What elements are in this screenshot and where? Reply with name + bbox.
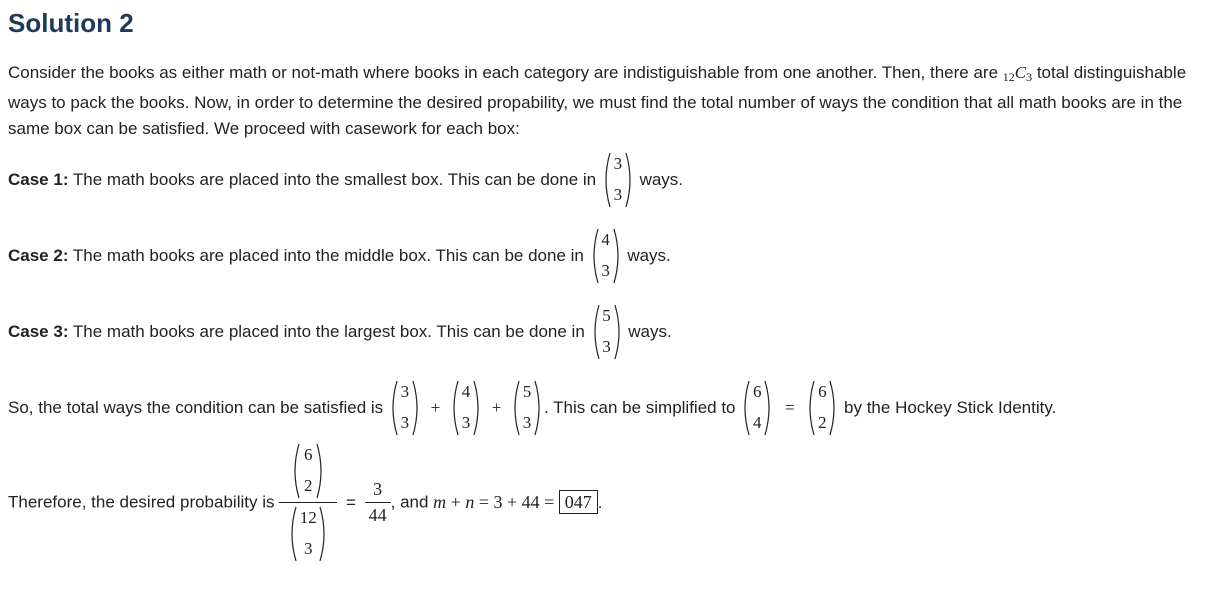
binom-k: 3: [602, 337, 611, 356]
solution-heading: Solution 2: [8, 8, 134, 38]
binom-k: 3: [303, 539, 313, 558]
fraction-bar: [279, 502, 337, 503]
binom-k: 3: [400, 413, 410, 432]
binom-k: 2: [303, 476, 313, 495]
plus-sign: +: [430, 398, 441, 417]
binomial-12-3: [286, 505, 330, 563]
equals-sign: =: [345, 492, 356, 512]
total-middle: . This can be simplified to: [544, 398, 741, 417]
case-3-suffix: ways.: [628, 322, 672, 341]
period: .: [597, 493, 603, 512]
case-3-label: Case 3:: [8, 322, 69, 341]
intro-text-1: Consider the books as either math or not-math where books in each category are indistiguishable from one another. Then, there are: [8, 63, 1003, 82]
binom-k: 3: [522, 413, 532, 432]
binomial-4-3: [589, 227, 623, 285]
binom-k: 3: [601, 261, 610, 280]
case-3-text: The math books are placed into the largest box. This can be done in: [68, 322, 590, 341]
subscript-3: 3: [1026, 70, 1033, 84]
case-1-text: The math books are placed into the smallest box. This can be done in: [68, 170, 601, 189]
and-text: and: [395, 492, 434, 512]
c-symbol: C: [1014, 63, 1027, 82]
equals-sign: =: [784, 398, 795, 417]
final-line: [8, 442, 603, 563]
binom-n: 3: [613, 154, 623, 173]
binomial-5-3: [510, 379, 544, 437]
case-2-text: The math books are placed into the middle box. This can be done in: [68, 246, 589, 265]
binomial-3-3: [388, 379, 422, 437]
binomial-6-2: [805, 379, 839, 437]
probability-fraction-binomials: [279, 442, 337, 563]
binomial-6-4: [740, 379, 774, 437]
answer-box: 047: [559, 490, 598, 514]
intro-text-2: total distinguishable ways to pack the books. Now, in order to determine the desired propability, we must find the total number of ways the condition that all math books are in the same box can be satisfied. We proceed with casework for each box:: [8, 63, 1187, 138]
comma: ,: [390, 492, 396, 512]
binom-k: 4: [753, 413, 762, 432]
binom-n: 5: [522, 382, 532, 401]
final-prefix: Therefore, the desired probability is: [8, 492, 280, 512]
subscript-12: 12: [1002, 70, 1015, 84]
total-line: [8, 379, 1056, 437]
case-1-line: [8, 151, 683, 209]
binom-n: 4: [601, 230, 610, 249]
case-2-line: [8, 227, 671, 285]
variable-n: n: [465, 492, 475, 512]
variable-m: m: [433, 492, 447, 512]
binom-n: 6: [303, 445, 313, 464]
case-3-line: [8, 303, 672, 361]
binom-n: 12: [299, 508, 317, 527]
case-2-suffix: ways.: [627, 246, 671, 265]
binom-k: 2: [818, 413, 827, 432]
case-1-label: Case 1:: [8, 170, 69, 189]
binom-n: 5: [602, 306, 611, 325]
plus-sign: +: [446, 492, 466, 512]
case-2-label: Case 2:: [8, 246, 69, 265]
binom-n: 6: [818, 382, 827, 401]
binom-n: 6: [753, 382, 762, 401]
binomial-4-3: [449, 379, 483, 437]
total-suffix: by the Hockey Stick Identity.: [839, 398, 1057, 417]
combination-12c3: [1003, 63, 1032, 82]
binomial-5-3: [590, 303, 624, 361]
binom-k: 3: [461, 413, 471, 432]
fraction-bar: [365, 502, 391, 503]
intro-paragraph: [8, 60, 1204, 142]
fraction-numerator: 3: [373, 479, 383, 499]
binom-n: 3: [400, 382, 410, 401]
fraction-3-44: [365, 479, 391, 526]
binom-n: 4: [461, 382, 471, 401]
binomial-6-2: [289, 442, 327, 500]
binom-k: 3: [613, 185, 623, 204]
case-1-suffix: ways.: [639, 170, 684, 189]
binomial-3-3: [601, 151, 635, 209]
sum-expression: = 3 + 44 =: [474, 492, 559, 512]
fraction-denominator: 44: [368, 505, 387, 525]
total-prefix: So, the total ways the condition can be satisfied is: [8, 398, 388, 417]
plus-sign: +: [491, 398, 502, 417]
